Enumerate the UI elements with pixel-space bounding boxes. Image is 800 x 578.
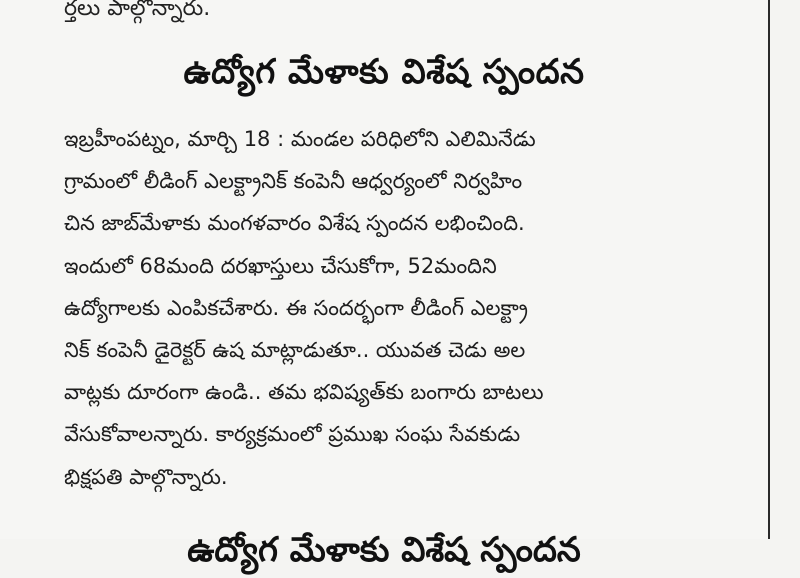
body-line-2: గ్రామంలో లీడింగ్ ఎలక్ట్రానిక్ కంపెనీ ఆధ్వర్యంలో నిర్వహిం: [64, 169, 523, 194]
body-line-5: ఉద్యోగాలకు ఎంపికచేశారు. ఈ సందర్భంగా లీడింగ్ ఎలక్ట్రా: [64, 295, 528, 320]
body-line-1: ఇబ్రహీంపట్నం, మార్చి 18 : మండల పరిధిలోని ఎలిమినేడు: [64, 127, 536, 151]
next-headline-crop: [0, 522, 768, 570]
body-line-3: చిన జాబ్‌మేళాకు మంగళవారం విశేష స్పందన లభించింది.: [64, 211, 525, 236]
page-margin: [770, 0, 800, 539]
next-headline-partial: ఉద్యోగ మేళాకు విశేష స్పందన: [187, 530, 581, 570]
previous-article-tail: ర్తలు పాల్గొన్నారు.: [64, 0, 211, 21]
body-line-4: ఇందులో 68మంది దరఖాస్తులు చేసుకోగా, 52మందిని: [64, 253, 497, 278]
body-line-7: వాట్లకు దూరంగా ఉండి.. తమ భవిష్యత్‌కు బంగారు బాటలు: [64, 380, 544, 405]
article-body: [64, 118, 724, 498]
body-line-6: నిక్ కంపెనీ డైరెక్టర్ ఉష మాట్లాడుతూ.. యువత చెడు అల: [64, 338, 526, 363]
article-headline: ఉద్యోగ మేళాకు విశేష స్పందన: [183, 52, 585, 92]
body-line-8: వేసుకోవాలన్నారు. కార్యక్రమంలో ప్రముఖ సంఘ సేవకుడు: [64, 422, 521, 447]
body-line-9: భిక్షపతి పాల్గొన్నారు.: [64, 464, 228, 489]
